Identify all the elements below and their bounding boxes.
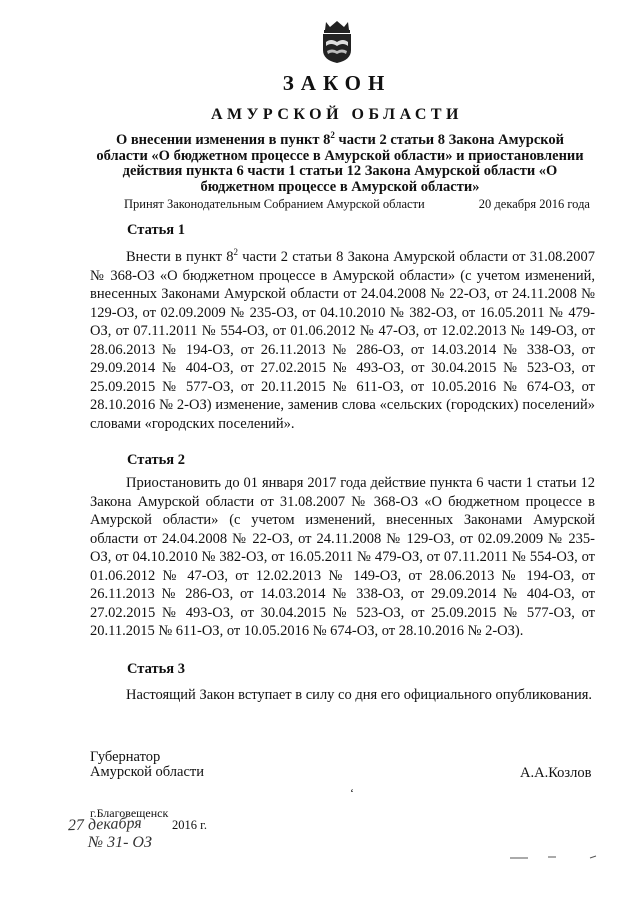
article-2-text: Приостановить до 01 января 2017 года действие пункта 6 части 1 статьи 12 Закона Амурской области от 31.08.2007 № 368-ОЗ «О бюджетном процессе в Амурской области» (с учетом изменений, внесенных Законами Амурской области от 24.04.2008 № 22-ОЗ, от 24.11.2008 № 129-ОЗ, от 02.09.2009 № 235-ОЗ, от 04.10.2010 № 382-ОЗ, от 16.05.2011 № 479-ОЗ, от 07.11.2011 № 554-ОЗ, от 01.06.2012 № 47-ОЗ, от 12.02.2013 № 149-ОЗ, от 28.06.2013 № 194-ОЗ, от 26.11.2013 № 286-ОЗ, от 14.03.2014 № 338-ОЗ, от 29.09.2014 № 404-ОЗ, от 27.02.2015 № 493-ОЗ, от 30.04.2015 № 523-ОЗ, от 25.09.2015 № 577-ОЗ, от 20.11.2015 № 611-ОЗ, от 10.05.2016 № 674-ОЗ, от 28.10.2016 № 2-ОЗ). [90,475,595,639]
adoption-date: 20 декабря 2016 года [478,197,590,211]
subtitle-superscript: 2 [330,130,335,141]
coat-of-arms-icon [318,18,356,64]
article-2-heading: Статья 2 [127,452,185,468]
document-title: ЗАКОН [282,71,392,95]
signing-year: 2016 г. [172,818,207,832]
region-title: АМУРСКОЙ ОБЛАСТИ [211,106,463,123]
article-1-superscript: 2 [233,247,238,258]
law-subtitle [95,130,585,195]
subtitle-text-start: О внесении изменения в пункт 8 [115,132,331,148]
adoption-line [124,197,590,212]
handwritten-date: 27 декабря [67,814,143,835]
signatory-position [90,750,204,780]
position-line-1: Губернатор [90,749,161,765]
position-line-2: Амурской области [90,764,204,780]
handwritten-law-number: № 31- ОЗ [88,834,152,851]
article-1-text-end: части 2 статьи 8 Закона Амурской области от 31.08.2007 № 368-ОЗ «О бюджетном процессе в Амурской области» (с учетом изменений, внесенных Законами Амурской области от 24.04.2008 № 22-ОЗ, от 24.11.2008 № 129-ОЗ, от 02.09.2009 № 235-ОЗ, от 04.10.2010 № 382-ОЗ, от 16.05.2011 № 479-ОЗ, от 07.11.2011 № 554-ОЗ, от 01.06.2012 № 47-ОЗ, от 12.02.2013 № 149-ОЗ, от 28.06.2013 № 194-ОЗ, от 26.11.2013 № 286-ОЗ, от 14.03.2014 № 338-ОЗ, от 29.09.2014 № 404-ОЗ, от 27.02.2015 № 493-ОЗ, от 30.04.2015 № 523-ОЗ, от 25.09.2015 № 577-ОЗ, от 20.11.2015 № 611-ОЗ, от 10.05.2016 № 674-ОЗ, от 28.10.2016 № 2-ОЗ) изменение, заменив слова «сельских (городских) поселений» словами «городских поселений». [90,249,595,432]
article-3-text: Настоящий Закон вступает в силу со дня его официального опубликования. [126,687,593,703]
subtitle-text-end: части 2 статьи 8 Закона Амурской области «О бюджетном процессе в Амурской области» и приостановлении действия пункта 6 части 1 статьи 12 Закона Амурской области «О бюджетном процессе в Амурской области» [96,132,584,195]
scan-marks [510,852,620,866]
signing-city: г.Благовещенск [90,806,169,820]
article-1-text-start: Внести в пункт 8 [126,249,234,265]
stray-mark: ‘ [350,786,354,800]
signatory-name: А.А.Козлов [520,765,592,781]
article-1-text [90,248,595,433]
adoption-text: Принят Законодательным Собранием Амурской области [124,197,425,211]
article-3-heading: Статья 3 [127,661,185,677]
article-1-heading: Статья 1 [127,222,185,238]
